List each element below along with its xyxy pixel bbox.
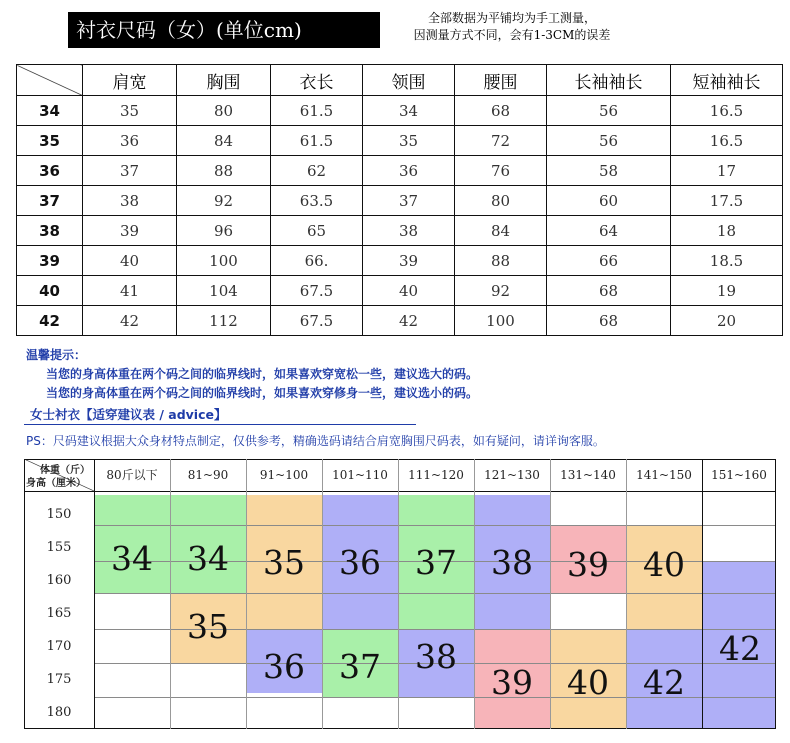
tips-line-2: 当您的身高体重在两个码之间的临界线时，如果喜欢穿修身一些，建议选小的码。 [46,386,479,400]
table-cell: 88 [455,246,547,276]
table-cell: 100 [177,246,271,276]
header-waist: 腰围 [455,65,547,96]
table-cell: 39 [363,246,455,276]
table-cell: 38 [363,216,455,246]
size-mark: 40 [567,663,609,702]
measurement-note [392,10,632,44]
advice-title: 女士衬衣【适穿建议表 / advice】 [30,407,227,422]
table-row [17,96,783,126]
size-label: 35 [17,126,83,156]
size-table [16,64,783,336]
table-cell: 16.5 [671,96,783,126]
advice-table [24,459,776,729]
table-cell: 92 [455,276,547,306]
size-mark: 34 [111,539,153,578]
table-row [17,276,783,306]
table-cell: 112 [177,306,271,336]
table-cell: 80 [177,96,271,126]
height-header: 165 [46,606,72,621]
note-line-1: 全部数据为平铺均为手工测量， [427,11,596,25]
table-cell: 17 [671,156,783,186]
size-mark: 38 [415,637,457,676]
height-header: 170 [46,639,72,654]
size-mark: 39 [567,545,609,584]
table-cell: 100 [455,306,547,336]
table-cell: 76 [455,156,547,186]
table-cell: 16.5 [671,126,783,156]
header-length: 衣长 [271,65,363,96]
table-cell: 88 [177,156,271,186]
height-header: 150 [46,507,72,522]
table-cell: 67.5 [271,306,363,336]
table-cell: 38 [83,186,177,216]
table-cell: 68 [547,276,671,306]
size-label: 34 [17,96,83,126]
weight-header: 151~160 [711,468,767,482]
size-label: 40 [17,276,83,306]
ps-note: PS：尺码建议根据大众身材特点制定，仅供参考，精确选码请结合肩宽胸围尺码表，如有疑问，请详询客服。 [26,434,605,448]
size-table-header [17,65,783,96]
weight-header: 80斤以下 [106,468,158,482]
table-row [17,246,783,276]
size-mark: 35 [263,543,305,582]
table-cell: 84 [455,216,547,246]
table-cell: 35 [83,96,177,126]
size-label: 39 [17,246,83,276]
weight-axis-label: 体重（斤） [40,465,90,476]
size-mark: 34 [187,539,229,578]
table-cell: 72 [455,126,547,156]
weight-header: 111~120 [408,468,464,482]
page-title: 衬衣尺码（女）(单位cm) [68,12,380,48]
table-row [17,126,783,156]
table-cell: 17.5 [671,186,783,216]
size-mark: 38 [491,543,533,582]
table-cell: 60 [547,186,671,216]
table-cell: 40 [83,246,177,276]
table-cell: 68 [455,96,547,126]
size-mark: 36 [339,543,381,582]
size-mark: 42 [643,663,685,702]
table-row [17,306,783,336]
table-cell: 56 [547,96,671,126]
height-header: 180 [46,705,72,720]
size-mark: 42 [719,629,761,668]
height-header: 155 [46,540,72,555]
weight-header: 141~150 [636,468,692,482]
header-collar: 领围 [363,65,455,96]
size-mark: 36 [263,647,305,686]
size-label: 42 [17,306,83,336]
note-line-2: 因测量方式不同，会有1-3CM的误差 [413,28,611,42]
size-mark: 37 [415,543,457,582]
table-cell: 37 [363,186,455,216]
table-cell: 61.5 [271,96,363,126]
table-cell: 62 [271,156,363,186]
table-cell: 66 [547,246,671,276]
table-cell: 39 [83,216,177,246]
weight-header: 91~100 [259,468,309,482]
table-cell: 63.5 [271,186,363,216]
size-mark: 40 [643,545,685,584]
table-row [17,216,783,246]
table-cell: 56 [547,126,671,156]
table-cell: 34 [363,96,455,126]
size-label: 38 [17,216,83,246]
size-mark: 37 [339,647,381,686]
table-cell: 36 [363,156,455,186]
tips-block [26,346,478,403]
table-cell: 61.5 [271,126,363,156]
table-cell: 36 [83,126,177,156]
header-long-sleeve: 长袖袖长 [547,65,671,96]
table-cell: 66. [271,246,363,276]
table-cell: 84 [177,126,271,156]
weight-header: 101~110 [332,468,388,482]
table-cell: 58 [547,156,671,186]
table-cell: 92 [177,186,271,216]
table-cell: 104 [177,276,271,306]
height-header: 160 [46,573,72,588]
table-cell: 18.5 [671,246,783,276]
table-cell: 35 [363,126,455,156]
table-cell: 37 [83,156,177,186]
table-cell: 80 [455,186,547,216]
weight-header: 121~130 [484,468,540,482]
table-cell: 20 [671,306,783,336]
size-mark: 39 [491,663,533,702]
weight-header: 81~90 [187,468,229,482]
advice-table-corner [24,459,94,491]
table-cell: 41 [83,276,177,306]
table-cell: 64 [547,216,671,246]
header-short-sleeve: 短袖袖长 [671,65,783,96]
table-cell: 19 [671,276,783,306]
height-header: 175 [46,672,72,687]
table-cell: 65 [271,216,363,246]
weight-header: 131~140 [560,468,616,482]
tips-line-1: 当您的身高体重在两个码之间的临界线时，如果喜欢穿宽松一些，建议选大的码。 [46,367,479,381]
divider [24,424,416,425]
header-chest: 胸围 [177,65,271,96]
table-cell: 42 [363,306,455,336]
table-row [17,156,783,186]
size-label: 37 [17,186,83,216]
size-mark: 35 [187,607,229,646]
table-cell: 42 [83,306,177,336]
table-cell: 68 [547,306,671,336]
table-cell: 40 [363,276,455,306]
table-cell: 96 [177,216,271,246]
tips-heading: 温馨提示： [26,348,87,362]
table-cell: 67.5 [271,276,363,306]
height-axis-label: 身高（厘米） [26,478,86,489]
table-cell: 18 [671,216,783,246]
table-row [17,186,783,216]
size-table-corner [17,65,83,96]
size-label: 36 [17,156,83,186]
header-shoulder: 肩宽 [83,65,177,96]
